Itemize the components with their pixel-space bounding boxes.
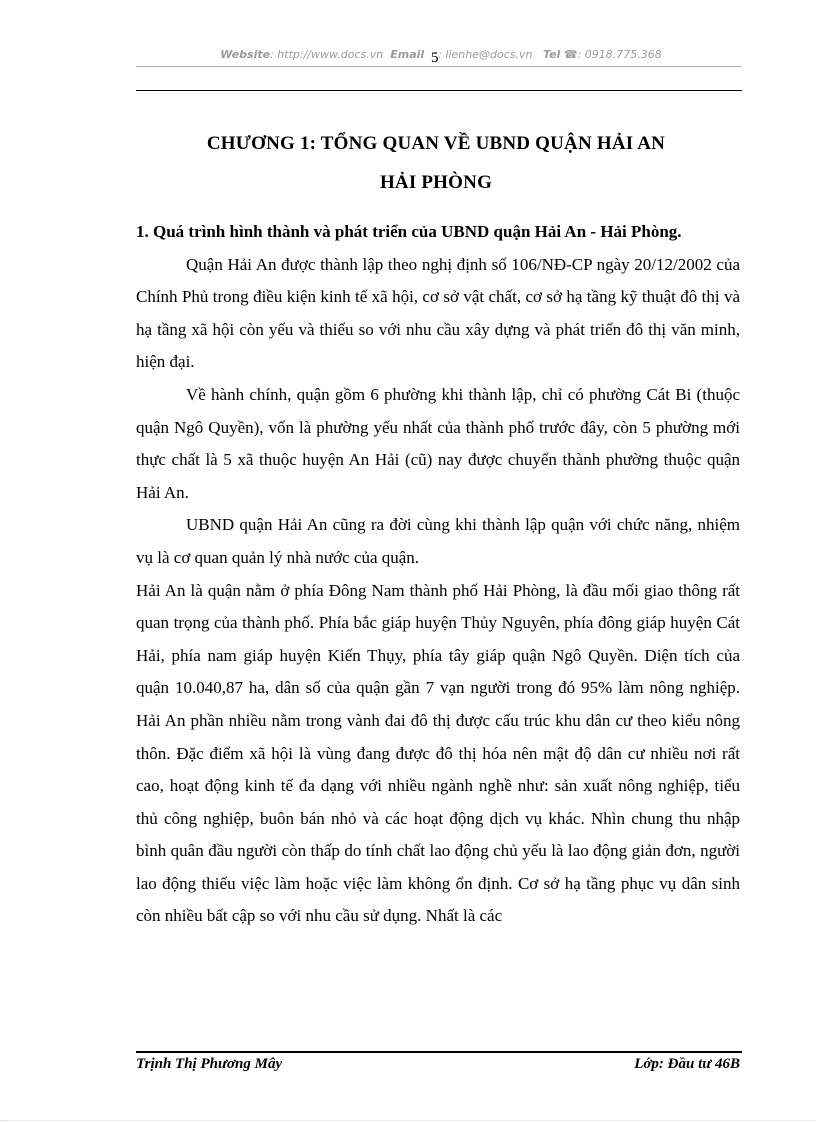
email-label: Email xyxy=(390,48,425,61)
document-body xyxy=(136,216,740,933)
page-header xyxy=(139,48,743,61)
header-divider-thin xyxy=(136,66,742,67)
paragraph: UBND quận Hải An cũng ra đời cùng khi thành lập quận với chức năng, nhiệm vụ là cơ quan quản lý nhà nước của quận. xyxy=(136,515,740,567)
chapter-title-line1: CHƯƠNG 1: TỔNG QUAN VỀ UBND QUẬN HẢI AN xyxy=(206,133,666,154)
website-label: Website xyxy=(220,48,271,61)
footer-author: Trịnh Thị Phương Mây xyxy=(136,1056,283,1072)
website-value: : http://www.docs.vn xyxy=(270,48,384,61)
header-divider xyxy=(136,90,742,91)
paragraph: Quận Hải An được thành lập theo nghị định số 106/NĐ-CP ngày 20/12/2002 của Chính Phủ trong điều kiện kinh tế xã hội, cơ sở vật chất, cơ sở hạ tầng kỹ thuật đô thị và hạ tầng xã hội còn yếu và thiếu so với nhu cầu xây dựng và phát triển đô thị văn minh, hiện đại. xyxy=(136,254,740,372)
email-value: : lienhe@docs.vn xyxy=(438,48,533,61)
tel-value: ☎: 0918.775.368 xyxy=(563,48,662,61)
footer-class: Lớp: Đầu tư 46B xyxy=(634,1056,740,1072)
paragraph: Hải An là quận nằm ở phía Đông Nam thành phố Hải Phòng, là đầu mối giao thông rất quan trọng của thành phố. Phía bắc giáp huyện Thủy Nguyên, phía đông giáp huyện Cát Hải, phía nam giáp huyện Kiến Thụy, phía tây giáp quận Ngô Quyền. Diện tích của quận 10.040,87 ha, dân số của quận gần 7 vạn người trong đó 95% làm nông nghiệp. Hải An phần nhiều nằm trong vành đai đô thị được cấu trúc khu dân cư theo kiểu nông thôn. Đặc điểm xã hội là vùng đang được đô thị hóa nên mật độ dân cư nhiều nơi rất cao, hoạt động kinh tế đa dạng với nhiều ngành nghề như: sản xuất nông nghiệp, tiểu thủ công nghiệp, buôn bán nhỏ và các hoạt động dịch vụ khác. Nhìn chung thu nhập bình quân đầu người còn thấp do tính chất lao động chủ yếu là lao động giản đơn, người lao động thiếu việc làm hoặc việc làm không ổn định. Cơ sở hạ tầng phục vụ dân sinh còn nhiều bất cập so với nhu cầu sử dụng. Nhất là các xyxy=(136,580,740,926)
tel-label: Tel xyxy=(542,48,561,61)
page-bottom-border xyxy=(0,1120,816,1121)
paragraph: Về hành chính, quận gồm 6 phường khi thành lập, chỉ có phường Cát Bi (thuộc quận Ngô Quyền), vốn là phường yếu nhất của thành phố trước đây, còn 5 phường mới thực chất là 5 xã thuộc huyện An Hải (cũ) nay được chuyển thành phường thuộc quận Hải An. xyxy=(136,384,740,502)
section-heading: 1. Quá trình hình thành và phát triển của UBND quận Hải An - Hải Phòng. xyxy=(136,222,682,241)
page-number: 5 xyxy=(431,50,439,66)
footer-divider xyxy=(136,1051,742,1053)
chapter-title-line2: HẢI PHÒNG xyxy=(379,172,493,193)
